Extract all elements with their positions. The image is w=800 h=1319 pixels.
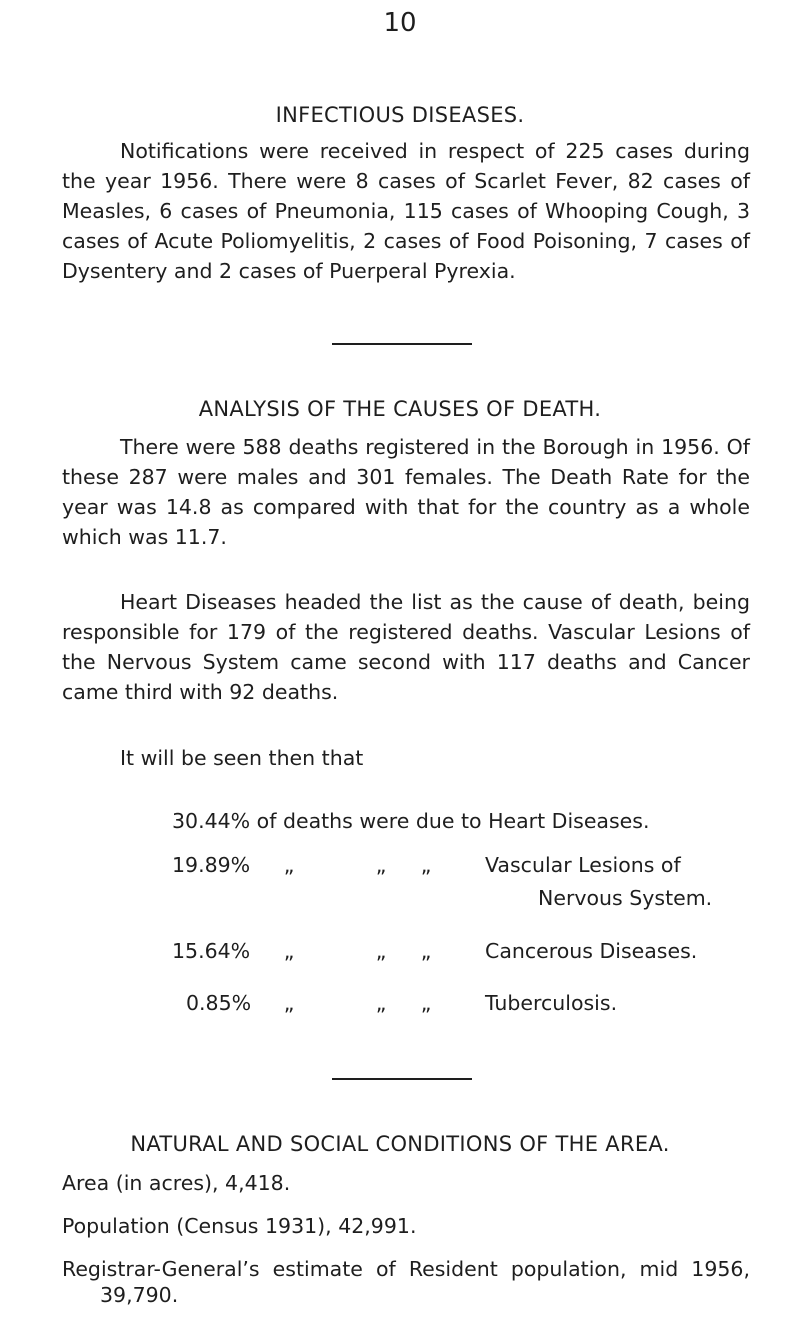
ditto-mark: „ — [375, 939, 387, 963]
ditto-mark: „ — [420, 853, 432, 877]
stat-cause: Vascular Lesions of — [485, 853, 681, 877]
page-number: 10 — [383, 8, 417, 38]
ditto-mark: „ — [375, 991, 387, 1015]
population-line: Population (Census 1931), 42,991. — [62, 1214, 417, 1238]
ditto-mark: „ — [420, 991, 432, 1015]
causes-of-death-heading: ANALYSIS OF THE CAUSES OF DEATH. — [198, 397, 602, 421]
death-statistics-text: There were 588 deaths registered in the Borough in 1956. Of these 287 were males and 301 females. The Death Rate for the year was 14.8 as compared with that for the country as a whole which was 11.7. — [62, 435, 750, 549]
infectious-diseases-text: Notifications were received in respect of 225 cases during the year 1956. There were 8 cases of Scarlet Fever, 82 cases of Measles, 6 cases of Pneumonia, 115 cases of Whooping Cough, 3 cases of Acute Poliomyelitis, 2 cases of Food Poisoning, 7 cases of Dysentery and 2 cases of Puerperal Pyrexia. — [62, 139, 750, 283]
stat-cause: Cancerous Diseases. — [485, 939, 698, 963]
stat-row — [0, 850, 800, 880]
ditto-mark: „ — [283, 853, 295, 877]
ditto-mark: „ — [283, 991, 295, 1015]
stat-percent: 15.64% — [172, 939, 251, 963]
infectious-diseases-heading: INFECTIOUS DISEASES. — [275, 103, 525, 127]
ditto-mark: „ — [375, 853, 387, 877]
ditto-mark: „ — [420, 939, 432, 963]
stat-percent: 0.85% — [186, 991, 252, 1015]
section-divider — [332, 1078, 472, 1080]
death-statistics-paragraph — [62, 432, 750, 552]
stat-cause: Tuberculosis. — [485, 991, 618, 1015]
stat-percent: 19.89% — [172, 853, 251, 877]
ditto-mark: „ — [283, 939, 295, 963]
estimate-value: 39,790. — [100, 1283, 179, 1307]
estimate-line: Registrar-General’s estimate of Resident population, mid 1956, — [62, 1257, 750, 1281]
intro-line: It will be seen then that — [120, 746, 364, 770]
stat-row — [0, 988, 800, 1018]
leading-causes-text: Heart Diseases headed the list as the cause of death, being responsible for 179 of the registered deaths. Vascular Lesions of the Nervous System came second with 117 deaths and Cancer came third with 92 deaths. — [62, 590, 750, 704]
section-divider — [332, 343, 472, 345]
area-line: Area (in acres), 4,418. — [62, 1171, 291, 1195]
heart-diseases-row: 30.44% of deaths were due to Heart Diseases. — [172, 809, 650, 833]
natural-conditions-heading: NATURAL AND SOCIAL CONDITIONS OF THE AREA. — [130, 1132, 670, 1156]
stat-cause-continued: Nervous System. — [538, 886, 713, 910]
stat-row — [0, 936, 800, 966]
infectious-diseases-paragraph — [62, 136, 750, 286]
leading-causes-paragraph — [62, 587, 750, 707]
